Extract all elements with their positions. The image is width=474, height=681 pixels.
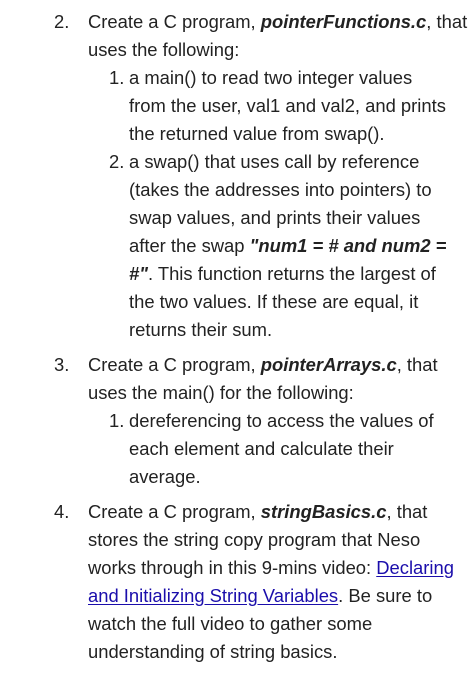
item-2-sub-2-format-string-end: #" [129, 263, 148, 284]
item-2-sub-2-line-6: the two values. If these are equal, it [129, 291, 419, 312]
item-2-sub-2-text-pre: after the swap [129, 235, 250, 256]
item-4-text-video: works through in this 9-mins video: [88, 557, 377, 578]
item-3-sub-1-line-3: average. [129, 466, 201, 487]
item-3-sub-1-text: dereferencing to access the values of [129, 410, 434, 431]
item-2-sub-2-line-3: swap values, and prints their values [129, 207, 421, 228]
item-2-text-post: , that [426, 11, 468, 32]
item-4-line-5: watch the full video to gather some [88, 613, 373, 634]
item-2-line-1 [42, 8, 468, 36]
item-3-text-post: , that [396, 354, 438, 375]
item-2-sub-2-text-post: . This function returns the largest of [147, 263, 436, 284]
item-4-line-2: stores the string copy program that Neso [88, 529, 421, 550]
item-2-sub-2-line-1 [42, 148, 450, 176]
item-2-number: 2. [54, 11, 70, 32]
item-4-number: 4. [54, 501, 70, 522]
item-2-text-pre: Create a C program, [88, 11, 261, 32]
item-4-line-1 [42, 498, 450, 526]
item-3-sub-1-number: 1. [109, 410, 125, 431]
item-2-sub-2-number: 2. [109, 151, 125, 172]
item-4-line-4 [42, 582, 450, 610]
item-4-text-post: , that [386, 501, 428, 522]
item-4-line-6: understanding of string basics. [88, 641, 338, 662]
item-2-line-2: uses the following: [88, 39, 240, 60]
item-2-sub-2-format-string: "num1 = # and num2 = [249, 235, 447, 256]
item-3-line-2: uses the main() for the following: [88, 382, 354, 403]
spacer [42, 344, 450, 351]
item-2-sub-2-line-7: returns their sum. [129, 319, 273, 340]
item-2-sub-1-text: a main() to read two integer values [129, 67, 413, 88]
item-3-text-pre: Create a C program, [88, 354, 261, 375]
item-3-number: 3. [54, 354, 70, 375]
spacer [42, 491, 450, 498]
video-link-part-2[interactable]: and Initializing String Variables [88, 585, 339, 606]
item-2-sub-1-line-3: the returned value from swap(). [129, 123, 385, 144]
item-2-sub-1-number: 1. [109, 67, 125, 88]
item-4-text-pre: Create a C program, [88, 501, 261, 522]
item-2-sub-2-line-4 [42, 232, 450, 260]
item-3-filename: pointerArrays.c [260, 354, 397, 375]
item-2-sub-2-line-2: (takes the addresses into pointers) to [129, 179, 432, 200]
item-2-sub-1-line-1 [42, 64, 450, 92]
item-3-line-1 [42, 351, 450, 379]
item-2-sub-2-line-5 [42, 260, 450, 288]
item-2-sub-1-line-2: from the user, val1 and val2, and prints [129, 95, 446, 116]
item-4-filename: stringBasics.c [260, 501, 387, 522]
item-3-sub-1-line-2: each element and calculate their [129, 438, 394, 459]
item-4-line-3 [42, 554, 454, 582]
item-2-sub-2-text: a swap() that uses call by reference [129, 151, 420, 172]
item-4-text-post-link: . Be sure to [338, 585, 433, 606]
video-link-part-1[interactable]: Declaring [376, 557, 454, 578]
item-2-filename: pointerFunctions.c [260, 11, 427, 32]
item-3-sub-1-line-1 [42, 407, 450, 435]
